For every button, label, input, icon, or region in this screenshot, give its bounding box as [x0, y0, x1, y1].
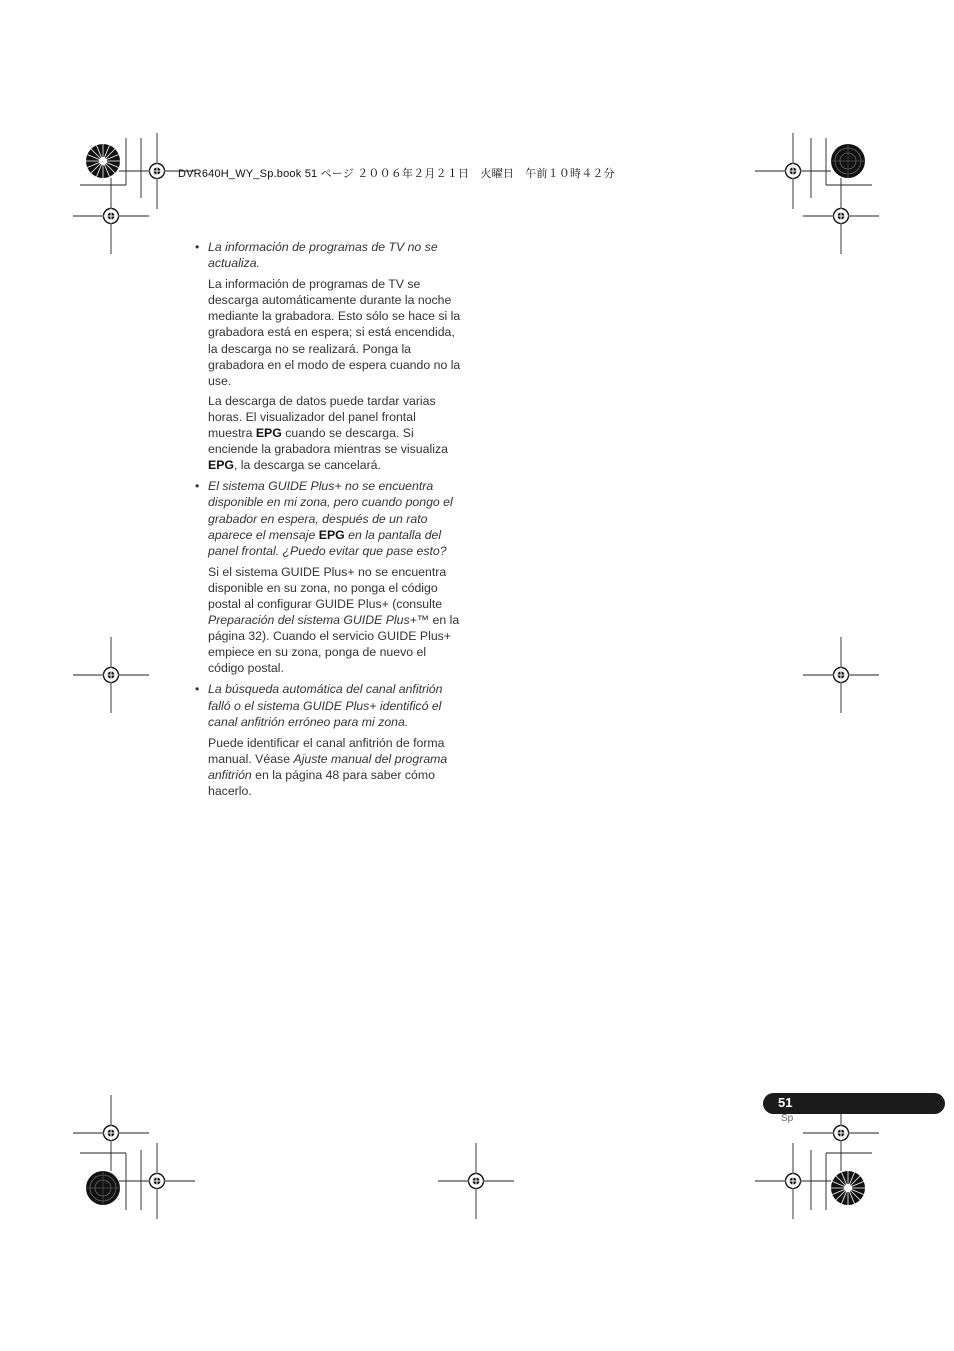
faq-answer: Si el sistema GUIDE Plus+ no se encuentra disponible en su zona, no ponga el código postal al configurar GUIDE Plus+ (consulte Preparación del sistema GUIDE Plus+™ en la página 32). Cuando el servicio GUIDE Plus+ empiece en su zona, ponga de nuevo el código postal. — [208, 564, 460, 676]
faq-answer: La descarga de datos puede tardar varias horas. El visualizador del panel frontal muestra EPG cuando se descarga. Si enciende la grabadora mientras se visualiza EPG, la descarga se cancelará. — [208, 393, 448, 473]
page-language: Sp — [781, 1113, 794, 1124]
epg-label: EPG — [318, 527, 345, 542]
bullet-icon: • — [195, 682, 200, 697]
cross-reference: Preparación del sistema GUIDE Plus+™ — [208, 613, 430, 628]
faq-question: La información de programas de TV no se actualiza. — [208, 240, 438, 271]
faq-item — [194, 478, 462, 676]
bullet-icon: • — [195, 479, 200, 494]
epg-label: EPG — [255, 426, 282, 441]
faq-question: La búsqueda automática del canal anfitrión falló o el sistema GUIDE Plus+ identificó el canal anfitrión erróneo para mi zona. — [208, 682, 443, 729]
page-number: 51 — [778, 1095, 793, 1110]
faq-item — [194, 681, 462, 799]
faq-answer: Puede identificar el canal anfitrión de forma manual. Véase Ajuste manual del programa anfitrión en la página 48 para saber cómo hacerlo. — [208, 735, 448, 798]
epg-label: EPG — [208, 458, 234, 473]
bullet-icon: • — [195, 240, 200, 254]
faq-item — [194, 239, 462, 473]
troubleshooting-column — [194, 239, 462, 804]
cross-reference: Ajuste manual del programa anfitrión — [208, 751, 448, 782]
faq-answer: La información de programas de TV se descarga automáticamente durante la noche mediante la grabadora. Esto sólo se hace si la grabadora está en espera; si está encendida, la descarga no se realizará. Ponga la grabadora en el modo de espera cuando no la use. — [208, 277, 461, 388]
print-file-header: DVR640H_WY_Sp.book 51 ページ ２００６年２月２１日 火曜日 午前１０時４２分 — [178, 168, 615, 180]
faq-question: El sistema GUIDE Plus+ no se encuentra disponible en mi zona, pero cuando pongo el grabador en espera, después de un rato aparece el mensaje EPG en la pantalla del panel frontal. ¿Puedo evitar que pase esto? — [208, 479, 453, 558]
